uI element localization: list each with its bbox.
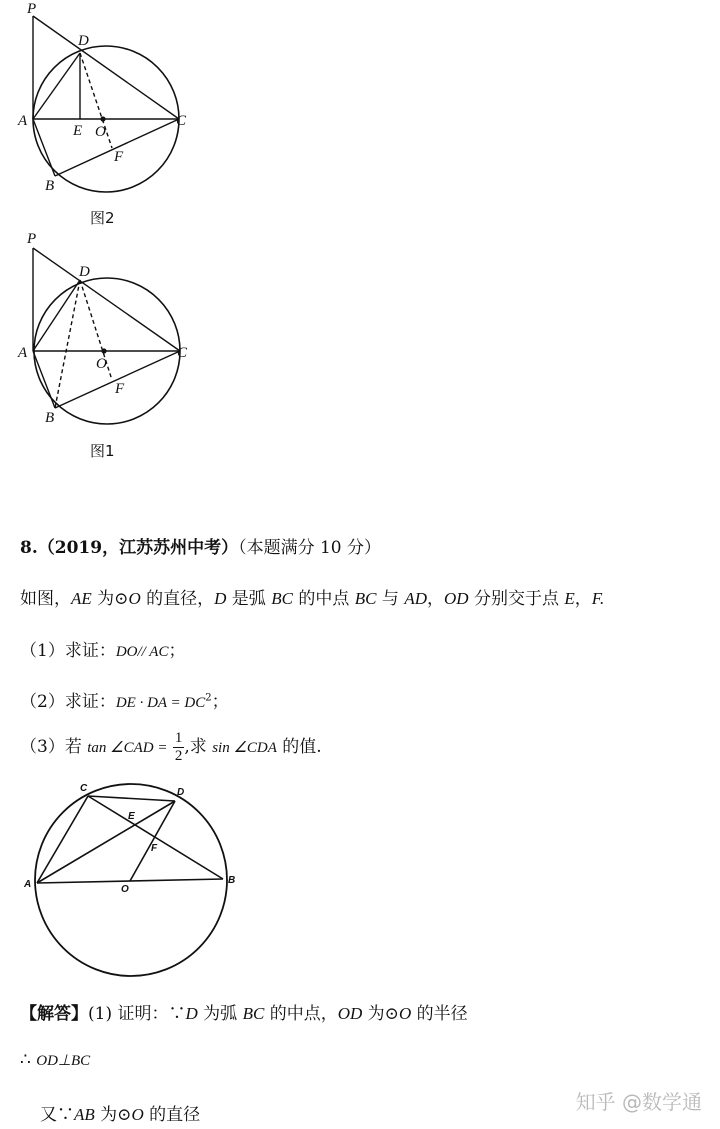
label-e: E <box>128 811 135 822</box>
figure-3 <box>0 780 260 980</box>
answer-symbol: D <box>185 1004 198 1023</box>
answer-line-1 <box>20 999 468 1024</box>
statement-symbol: F. <box>591 589 605 608</box>
answer-text: 又∵ <box>40 1105 74 1125</box>
label-e: E <box>73 123 83 139</box>
question-3 <box>20 730 322 765</box>
segment-od <box>130 801 175 881</box>
watermark: 知乎 @数学通 <box>575 1090 702 1114</box>
label-b: B <box>228 875 236 886</box>
statement-text: 的直径， <box>140 589 215 609</box>
question-expression: DE · DA = DC <box>115 695 206 711</box>
statement-text: ， <box>574 589 592 609</box>
label-b: B <box>45 178 55 194</box>
label-c: C <box>177 345 188 361</box>
statement-text: 与 <box>376 589 405 609</box>
label-a: A <box>18 113 28 129</box>
label-f: F <box>114 149 124 165</box>
label-p: P <box>27 1 37 17</box>
problem-source: （2019，江苏苏州中考） <box>37 538 239 558</box>
statement-text: 分别交于点 <box>468 589 565 609</box>
answer-symbol: O <box>398 1004 412 1023</box>
question-expression: sin ∠CDA <box>212 740 277 756</box>
label-o: O <box>121 884 129 895</box>
answer-text: 为⊙ <box>362 1004 399 1024</box>
answer-text: 为⊙ <box>94 1105 132 1125</box>
label-c: C <box>176 113 187 129</box>
statement-text: 的中点 <box>292 589 355 609</box>
question-suffix: ； <box>211 692 229 712</box>
question-prefix: （3）若 <box>20 737 88 757</box>
fraction-denominator: 2 <box>174 748 183 764</box>
label-d: D <box>177 787 185 798</box>
label-a: A <box>24 879 32 890</box>
label-a: A <box>18 345 28 361</box>
figure-3-diagram <box>0 780 260 980</box>
statement-symbol: D <box>214 589 227 608</box>
segment-cd <box>88 796 175 801</box>
problem-heading <box>20 533 381 558</box>
answer-text: 为弧 <box>197 1004 243 1024</box>
answer-text: (1) 证明：∵ <box>88 1004 186 1024</box>
answer-text: ∴ <box>20 1050 37 1070</box>
center-point-o <box>100 116 105 121</box>
question-suffix: ； <box>168 641 186 661</box>
problem-number: 8. <box>20 538 38 558</box>
question-prefix: （1）求证： <box>20 641 116 661</box>
question-exponent: 2 <box>205 692 212 704</box>
label-b: B <box>45 410 55 426</box>
label-p: P <box>27 231 37 247</box>
answer-text: 的直径 <box>143 1105 201 1125</box>
question-2 <box>20 687 229 712</box>
statement-symbol: AE <box>71 589 92 608</box>
figure-1-caption: 图1 <box>90 442 115 460</box>
label-f: F <box>115 381 125 397</box>
label-d: D <box>78 33 89 49</box>
label-d: D <box>79 264 90 280</box>
answer-text: 的半径 <box>411 1004 468 1024</box>
statement-symbol: O <box>128 589 141 608</box>
answer-text: 的中点， <box>264 1004 338 1024</box>
answer-expression: OD⊥BC <box>36 1053 91 1069</box>
answer-symbol: OD <box>337 1004 363 1023</box>
figure-2-diagram <box>0 0 200 200</box>
statement-text: 如图， <box>20 589 71 609</box>
label-c: C <box>80 783 88 794</box>
label-f: F <box>151 843 158 854</box>
statement-symbol: AD <box>404 589 427 608</box>
answer-symbol: AB <box>74 1105 95 1124</box>
segment-ab <box>33 351 55 408</box>
answer-symbol: BC <box>242 1004 265 1023</box>
answer-line-3 <box>40 1100 200 1125</box>
question-expression: DO// AC <box>115 644 169 660</box>
label-o: O <box>96 356 107 372</box>
statement-text: ， <box>426 589 444 609</box>
figure-2 <box>0 0 200 200</box>
statement-symbol: BC <box>271 589 293 608</box>
question-prefix: （2）求证： <box>20 692 116 712</box>
statement-text: 是弧 <box>226 589 272 609</box>
question-expression: tan ∠CAD = <box>87 740 168 756</box>
problem-statement <box>20 584 604 609</box>
label-o: O <box>95 124 106 140</box>
question-text: ,求 <box>184 737 213 757</box>
statement-symbol: OD <box>443 589 469 608</box>
statement-symbol: BC <box>354 589 377 608</box>
question-1 <box>20 636 185 661</box>
segment-cb <box>88 796 223 879</box>
answer-symbol: O <box>131 1105 144 1124</box>
segment-ab <box>33 119 55 176</box>
figure-1 <box>0 228 200 428</box>
answer-tag: 【解答】 <box>20 1004 88 1024</box>
figure-1-diagram <box>0 228 200 428</box>
question-suffix: 的值. <box>276 737 322 757</box>
fraction-numerator: 1 <box>174 730 183 746</box>
statement-symbol: E <box>564 589 575 608</box>
statement-text: 为⊙ <box>91 589 129 609</box>
problem-score-note: （本题满分 10 分） <box>238 538 382 558</box>
segment-ad <box>37 801 175 883</box>
answer-line-2 <box>20 1050 90 1070</box>
fraction <box>173 730 185 765</box>
figure-2-caption: 图2 <box>90 209 115 227</box>
center-point-o <box>101 348 106 353</box>
